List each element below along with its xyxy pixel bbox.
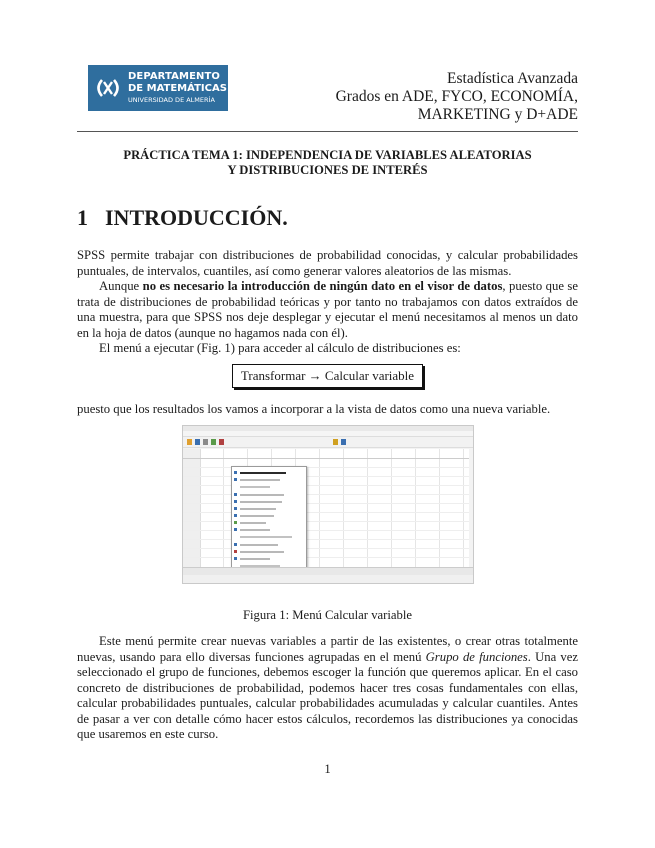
chart-icon — [333, 439, 338, 445]
degrees-line-2: MARKETING y D+ADE — [417, 106, 578, 123]
section-number: 1 — [77, 205, 88, 230]
dialog-icon — [211, 439, 216, 445]
screenshot-statusbar — [183, 575, 473, 583]
save-icon — [195, 439, 200, 445]
paragraph-5-lead: Este menú permite crear nuevas variables a partir de las existentes, o crear otras totalmente nuevas, usando para ello diversas funciones agrupadas en el menú — [77, 634, 578, 664]
menu-path-box: Transformar → Calcular variable — [232, 364, 423, 388]
section-heading — [77, 205, 288, 231]
paragraph-1: SPSS permite trabajar con distribuciones de probabilidad conocidas, y calcular probabilidades puntuales, de intervalos, cuantiles, así como generar valores aleatorios de las mismas. — [77, 248, 578, 278]
screenshot-view-tabs — [183, 567, 473, 575]
figure-caption: Figura 1: Menú Calcular variable — [242, 608, 413, 622]
menu-path-container — [0, 364, 655, 388]
transform-menu-dropdown — [231, 466, 307, 580]
page-number: 1 — [324, 762, 331, 776]
course-name: Estadística Avanzada — [447, 70, 578, 87]
spss-screenshot — [182, 425, 474, 584]
open-icon — [187, 439, 192, 445]
degrees-line-1: Grados en ADE, FYCO, ECONOMÍA, — [335, 88, 578, 105]
closing-text-block — [77, 634, 578, 743]
header-divider — [77, 131, 578, 132]
title-line-2: Y DISTRIBUCIONES DE INTERÉS — [227, 163, 428, 177]
course-header — [336, 70, 578, 124]
paragraph-2-bold: no es necesario la introducción de ningún dato en el visor de datos — [142, 279, 503, 293]
undo-icon — [219, 439, 224, 445]
paragraph-2-lead: Aunque — [99, 279, 143, 293]
paragraph-5-italic: Grupo de funciones — [425, 649, 528, 664]
logo-line-1: DEPARTAMENTO — [128, 71, 220, 82]
paragraph-4: puesto que los resultados los vamos a incorporar a la vista de datos como una nueva variable. — [77, 402, 551, 416]
paragraph-2 — [77, 279, 578, 341]
intro-text-block — [77, 248, 578, 357]
print-icon — [203, 439, 208, 445]
after-box-text — [77, 402, 578, 418]
menu-item-calcular-variable — [240, 472, 286, 474]
search-icon — [341, 439, 346, 445]
practice-title — [77, 148, 578, 178]
screenshot-toolbar — [183, 437, 473, 448]
calculate-variable-icon — [234, 471, 237, 474]
paragraph-3: El menú a ejecutar (Fig. 1) para acceder al cálculo de distribuciones es: — [99, 341, 461, 355]
title-line-1: PRÁCTICA TEMA 1: INDEPENDENCIA DE VARIABLES ALEATORIAS — [123, 148, 532, 162]
logo-line-3: UNIVERSIDAD DE ALMERÍA — [128, 96, 215, 104]
paragraph-5-rest: . Una vez seleccionado el grupo de funciones, debemos escoger la función que queremos aplicar. En el caso concreto de distribuciones de probabilidad, podemos hacer tres cosas fundamentales con ellas, calcular probabilidades puntuales, calcular probabilidades acumuladas y calcular cuantiles. Antes de pasar a ver con detalle cómo hacer estos cálculos, recordemos las distribuciones ya conocidas que usaremos en este curso. — [77, 649, 579, 741]
logo-line-2: DE MATEMÁTICAS — [128, 83, 227, 94]
paragraph-5 — [77, 634, 578, 743]
paragraph-2-rest: , puesto que se trata de distribuciones de probabilidad teóricas y por tanto no trabajamos con datos extraídos de una muestra, para que SPSS nos deje desplegar y ejecutar el menú necesitamos al menos un dato en la hoja de datos (aunque no hagamos nada con él). — [77, 279, 578, 340]
logo-symbol-icon — [88, 65, 128, 111]
data-grid — [183, 449, 469, 567]
section-title: INTRODUCCIÓN. — [105, 205, 288, 230]
department-logo — [88, 65, 228, 111]
